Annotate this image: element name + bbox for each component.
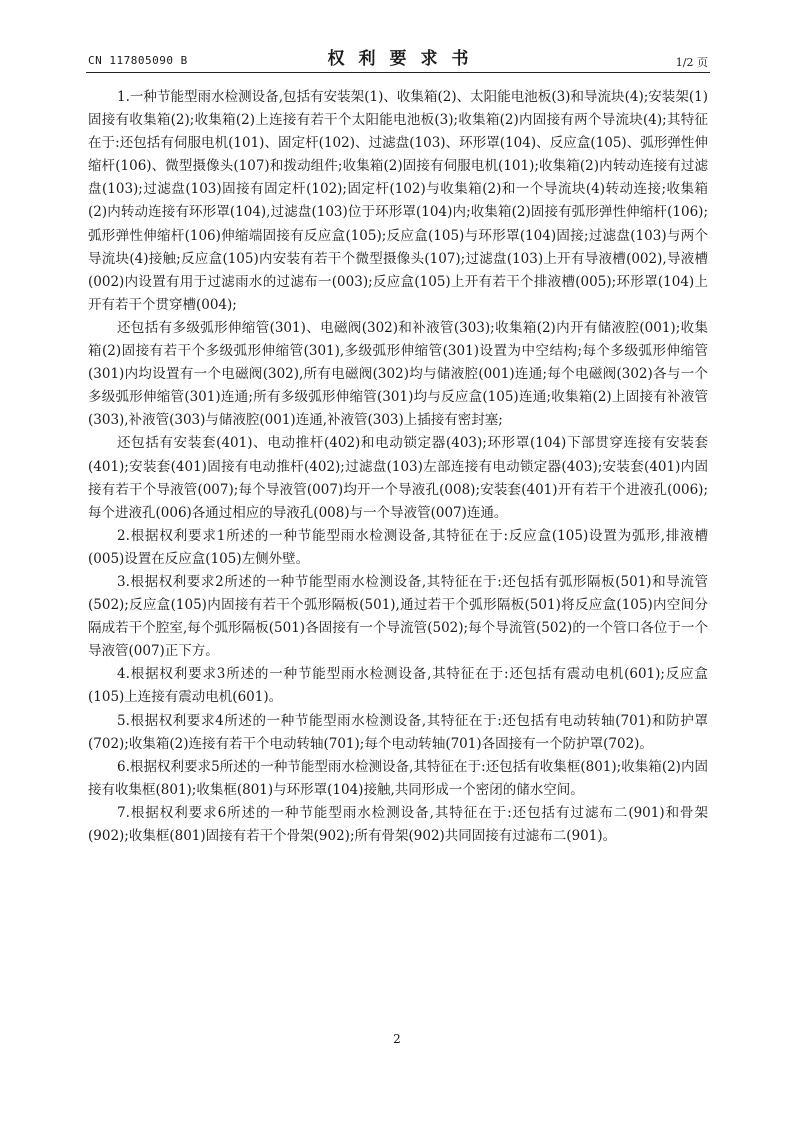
- claims-body: [88, 86, 708, 848]
- page-indicator: 1/2 页: [675, 56, 708, 69]
- claim-4: 4.根据权利要求3所述的一种节能型雨水检测设备,其特征在于:还包括有震动电机(601);反应盒(105)上连接有震动电机(601)。: [88, 666, 708, 706]
- page-header: [88, 44, 708, 74]
- claim-1-paragraph-3: 还包括有安装套(401)、电动推杆(402)和电动锁定器(403);环形罩(104)下部贯穿连接有安装套(401);安装套(401)固接有电动推杆(402);过滤盘(103)左部连接有电动锁定器(403);安装套(401)内固接有若干个导液管(007);每个导液管(007)均开一个导液孔(008);安装套(401)开有若干个进液孔(006);每个进液孔(006)各通过相应的导液孔(008)与一个导液管(007)连通。: [88, 435, 708, 521]
- document-id: CN 117805090 B: [88, 54, 188, 67]
- claim-1-paragraph-2: 还包括有多级弧形伸缩管(301)、电磁阀(302)和补液管(303);收集箱(2)内开有储液腔(001);收集箱(2)固接有若干个多级弧形伸缩管(301),多级弧形伸缩管(301)设置为中空结构;每个多级弧形伸缩管(301)内均设置有一个电磁阀(302),所有电磁阀(302)均与储液腔(001)连通;每个电磁阀(302)各与一个多级弧形伸缩管(301)连通;所有多级弧形伸缩管(301)均与反应盒(105)连通;收集箱(2)上固接有补液管(303),补液管(303)与储液腔(001)连通,补液管(303)上插接有密封塞;: [88, 319, 709, 429]
- page-number: 2: [393, 1032, 401, 1046]
- page-title: 权利要求书: [327, 49, 483, 69]
- claim-2: 2.根据权利要求1所述的一种节能型雨水检测设备,其特征在于:反应盒(105)设置为弧形,排液槽(005)设置在反应盒(105)左侧外壁。: [88, 527, 708, 567]
- claim-7: 7.根据权利要求6所述的一种节能型雨水检测设备,其特征在于:还包括有过滤布二(901)和骨架(902);收集框(801)固接有若干个骨架(902);所有骨架(902)共同固接有过滤布二(901)。: [88, 804, 708, 844]
- header-divider: [86, 72, 710, 73]
- claim-1-paragraph-1: 1.一种节能型雨水检测设备,包括有安装架(1)、收集箱(2)、太阳能电池板(3)和导流块(4);安装架(1)固接有收集箱(2);收集箱(2)上连接有若干个太阳能电池板(3);收集箱(2)内固接有两个导流块(4);其特征在于:还包括有伺服电机(101)、固定杆(102)、过滤盘(103)、环形罩(104)、反应盒(105)、弧形弹性伸缩杆(106)、微型摄像头(107)和拨动组件;收集箱(2)固接有伺服电机(101);收集箱(2)内转动连接有过滤盘(103);过滤盘(103)固接有固定杆(102);固定杆(102)与收集箱(2)和一个导流块(4)转动连接;收集箱(2)内转动连接有环形罩(104),过滤盘(103)位于环形罩(104)内;收集箱(2)固接有弧形弹性伸缩杆(106);弧形弹性伸缩杆(106)伸缩端固接有反应盒(105);反应盒(105)与环形罩(104)固接;过滤盘(103)与两个导流块(4)接触;反应盒(105)内安装有若干个微型摄像头(107);过滤盘(103)上开有导液槽(002),导液槽(002)内设置有用于过滤雨水的过滤布一(003);反应盒(105)上开有若干个排液槽(005);环形罩(104)上开有若干个贯穿槽(004);: [88, 89, 709, 313]
- claim-6: 6.根据权利要求5所述的一种节能型雨水检测设备,其特征在于:还包括有收集框(801);收集箱(2)内固接有收集框(801);收集框(801)与环形罩(104)接触,共同形成一个密闭的储水空间。: [88, 758, 708, 798]
- claim-5: 5.根据权利要求4所述的一种节能型雨水检测设备,其特征在于:还包括有电动转轴(701)和防护罩(702);收集箱(2)连接有若干个电动转轴(701);每个电动转轴(701)各固接有一个防护罩(702)。: [88, 712, 708, 752]
- claim-3: 3.根据权利要求2所述的一种节能型雨水检测设备,其特征在于:还包括有弧形隔板(501)和导流管(502);反应盒(105)内固接有若干个弧形隔板(501),通过若干个弧形隔板(501)将反应盒(105)内空间分隔成若干个腔室,每个弧形隔板(501)各固接有一个导流管(502);每个导流管(502)的一个管口各位于一个导液管(007)正下方。: [88, 573, 708, 660]
